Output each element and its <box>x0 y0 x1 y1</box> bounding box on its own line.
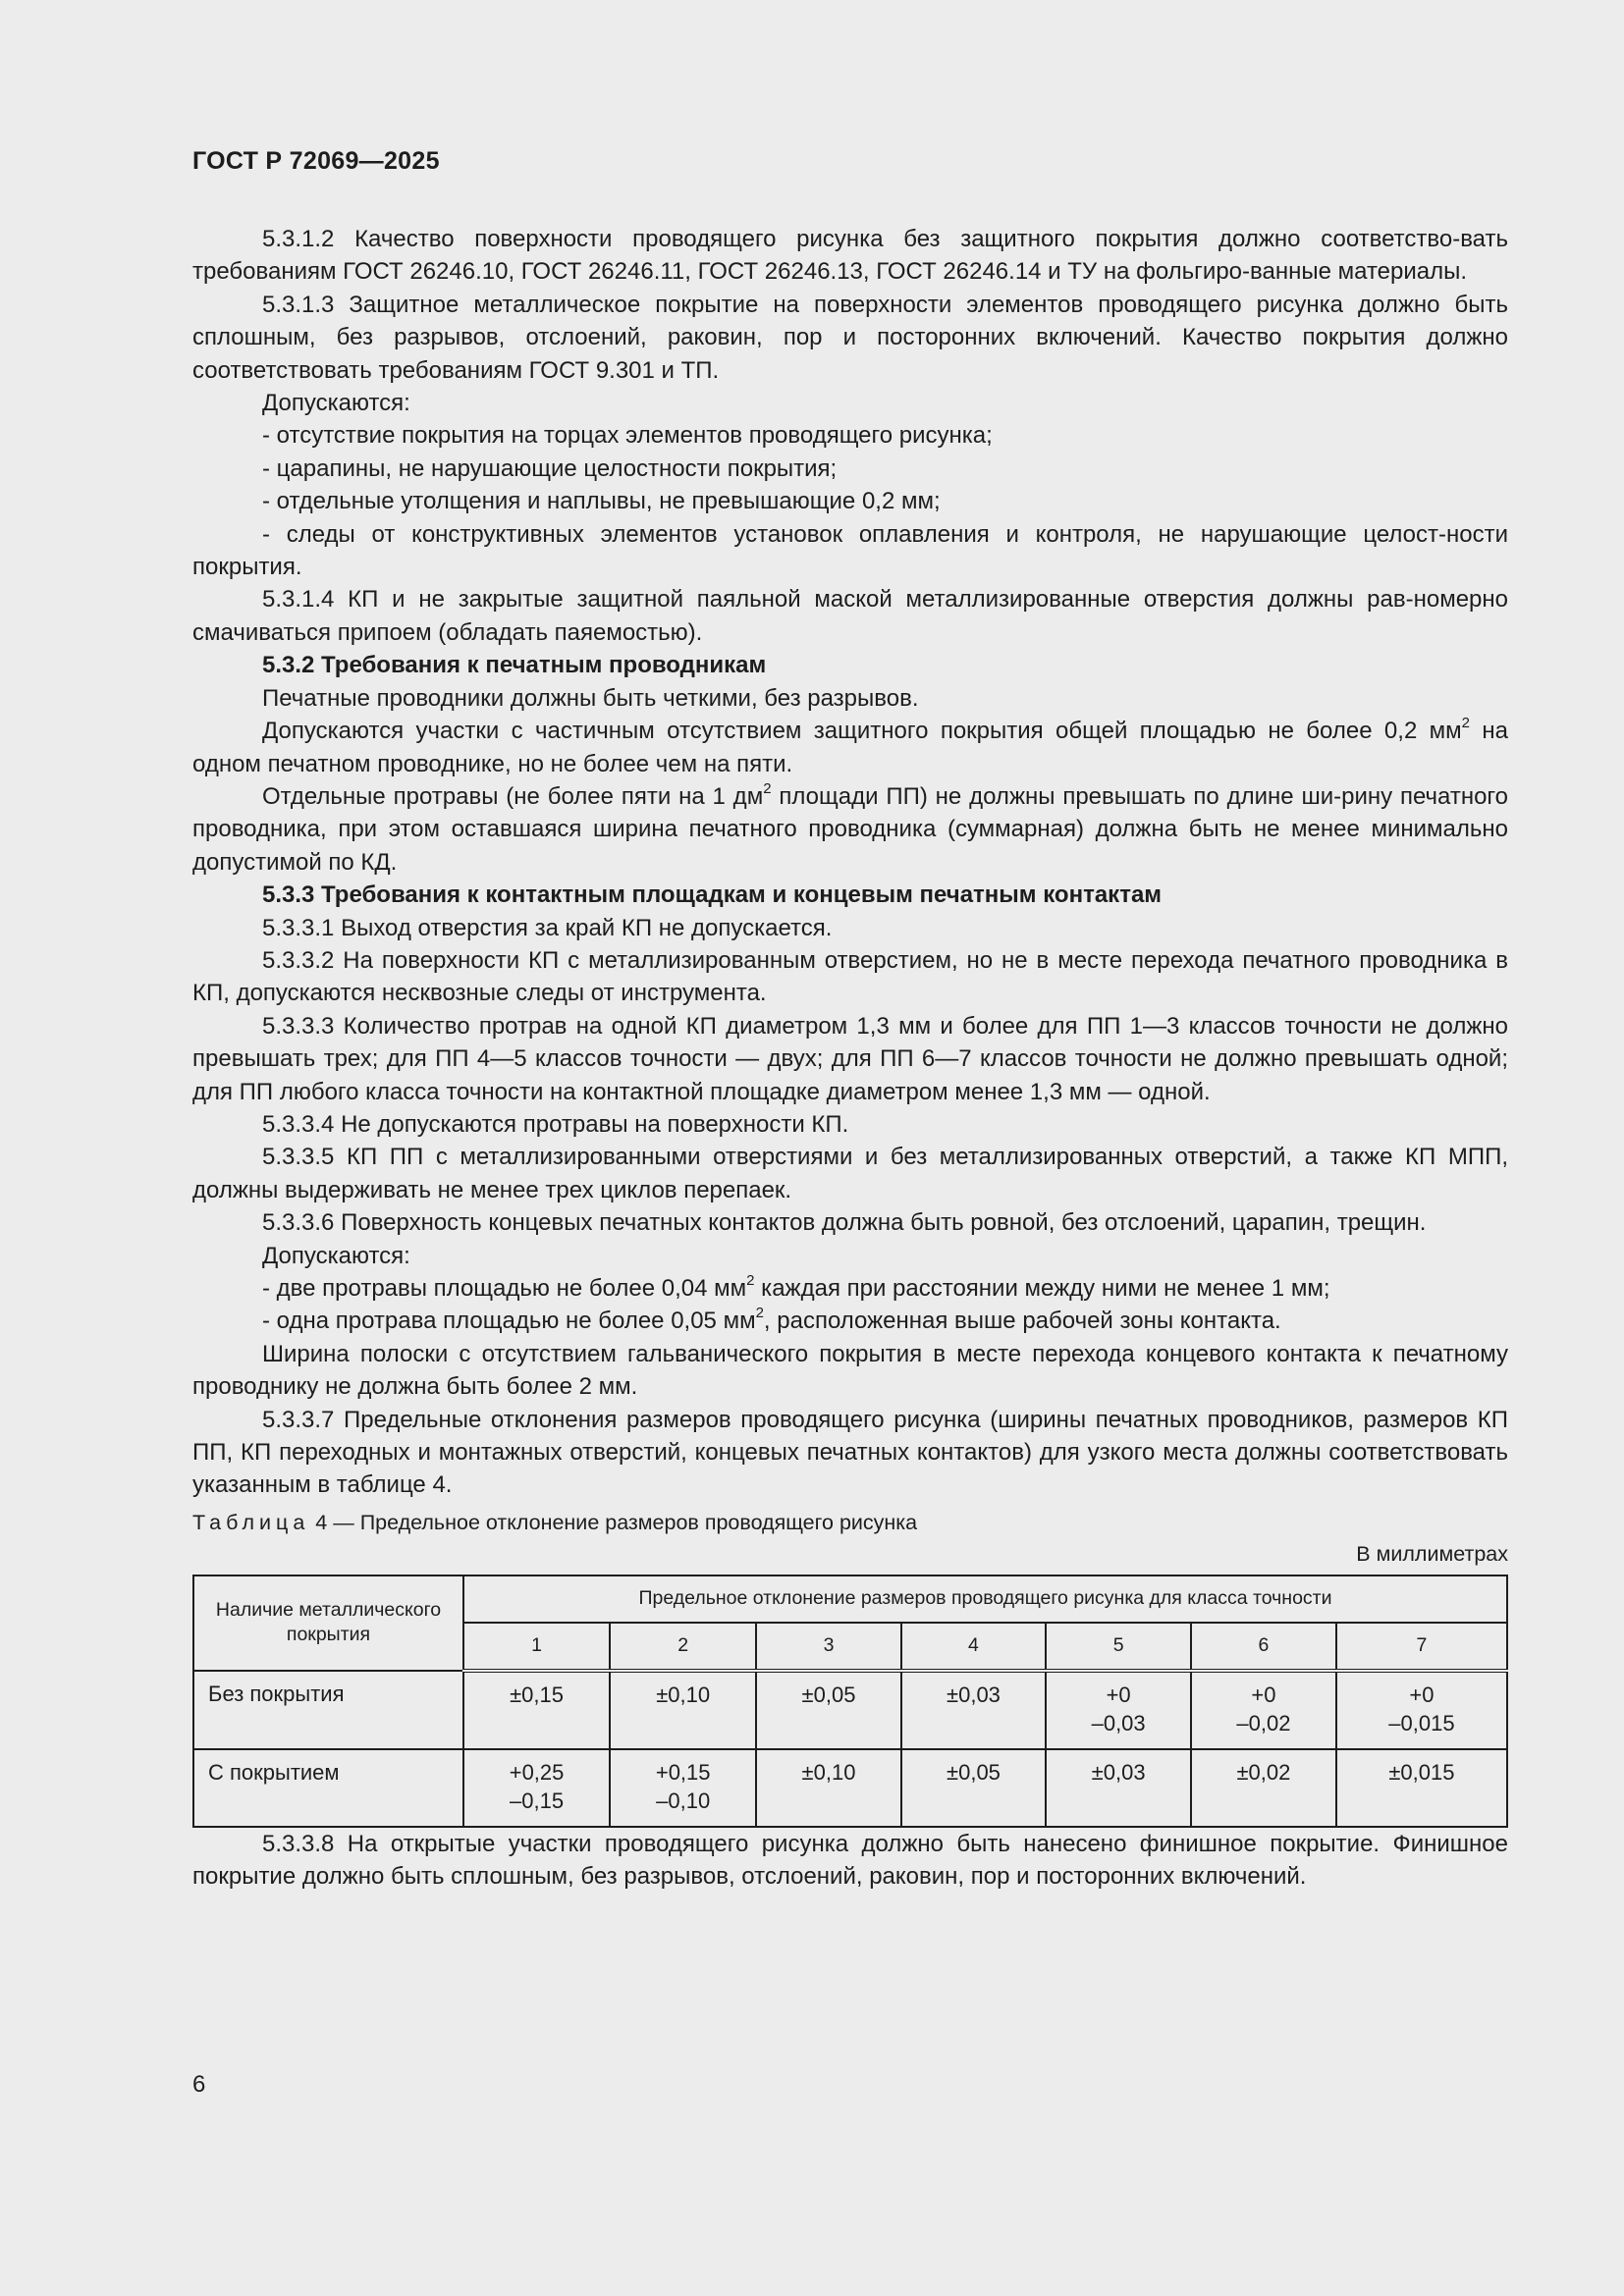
cell-value: ±0,03 <box>947 1682 1001 1707</box>
class-header: 1 <box>463 1623 610 1671</box>
cell-value: +0 <box>1251 1682 1276 1707</box>
class-header: 5 <box>1046 1623 1191 1671</box>
cell-value: +0 <box>1409 1682 1435 1707</box>
paragraph-partial-coating: Допускаются участки с частичным отсутствием защитного покрытия общей площадью не более 0,2 $мм^2$ на одном печатном проводнике, но не более чем на пяти. <box>192 715 1508 777</box>
table-cell <box>756 1671 900 1749</box>
paragraph-5-3-3-8: 5.3.3.8 На открытые участки проводящего рисунка должно быть нанесено финишное покрытие. Финишное покрытие должно быть сплошным, без разрывов, отслоений, раковин, пор и посторонних включений. <box>192 1830 1508 1891</box>
cell-value: +0 <box>1106 1682 1131 1707</box>
paragraph-etchings: Отдельные протравы (не более пяти на 1 $дм^2$ площади ПП) не должны превышать по длине ши-рину печатного проводника, при этом оставшаяся ширина печатного проводника (суммарная) должна быть не менее минимально допустимой по КД. <box>192 779 1509 876</box>
cell-value: ±0,05 <box>947 1759 1001 1785</box>
table-cell <box>1046 1749 1191 1827</box>
cell-value: ±0,015 <box>1388 1759 1455 1785</box>
paragraph-5-3-3-7: 5.3.3.7 Предельные отклонения размеров проводящего рисунка (ширины печатных проводников, размеров КП ПП, КП переходных и монтажных отверстий, концевых печатных контактов) для узкого места должны соответствовать указанным в таблице 4. <box>192 1406 1508 1499</box>
class-header: 2 <box>610 1623 756 1671</box>
list-item: - царапины, не нарушающие целостности покрытия; <box>262 454 838 482</box>
table-cell <box>1046 1671 1191 1749</box>
section-heading-5-3-2: 5.3.2 Требования к печатным проводникам <box>262 652 767 679</box>
paragraph-5-3-1-4: 5.3.1.4 КП и не закрытые защитной паяльной маской металлизированные отверстия должны рав-номерно смачиваться припоем (обладать паяемостью). <box>192 586 1508 646</box>
table-cell <box>1336 1749 1507 1827</box>
allowed-heading: Допускаются: <box>262 1242 410 1269</box>
paragraph-5-3-3-5: 5.3.3.5 КП ПП с металлизированными отверстиями и без металлизированных отверстий, а также КП МПП, должны выдерживать не менее трех циклов перепаек. <box>192 1144 1508 1203</box>
table-cell <box>901 1749 1046 1827</box>
document-body <box>192 223 1508 1894</box>
cell-value: –0,10 <box>656 1788 711 1813</box>
class-header: 3 <box>756 1623 900 1671</box>
section-heading-5-3-3: 5.3.3 Требования к контактным площадкам и концевым печатным контактам <box>262 881 1163 909</box>
table-units: В миллиметрах <box>1356 1541 1508 1566</box>
table-cell <box>756 1749 900 1827</box>
table-cell <box>1191 1671 1336 1749</box>
cell-value: ±0,05 <box>801 1682 856 1707</box>
column-header-group: Предельное отклонение размеров проводящего рисунка для класса точности <box>463 1575 1507 1623</box>
cell-value: ±0,03 <box>1091 1759 1146 1785</box>
row-header: Без покрытия <box>193 1671 463 1749</box>
cell-value: +0,25 <box>509 1759 565 1785</box>
list-item: - одна протрава площадью не более 0,05 $мм^2$, расположенная выше рабочей зоны контакта. <box>262 1305 1281 1335</box>
table-cell <box>901 1671 1046 1749</box>
paragraph-5-3-1-2: 5.3.1.2 Качество поверхности проводящего рисунка без защитного покрытия должно соответство-вать требованиям ГОСТ 26246.10, ГОСТ 26246.11, ГОСТ 26246.13, ГОСТ 26246.14 и ТУ на фольгиро-ванные материалы. <box>192 226 1508 286</box>
table-cell <box>463 1749 610 1827</box>
page-number: 6 <box>192 2071 206 2098</box>
list-item: - следы от конструктивных элементов установок оплавления и контроля, не нарушающие целост-ности покрытия. <box>192 520 1508 581</box>
cell-value: –0,02 <box>1236 1710 1291 1735</box>
paragraph-5-3-3-1: 5.3.3.1 Выход отверстия за край КП не допускается. <box>262 914 833 941</box>
class-header: 7 <box>1336 1623 1507 1671</box>
paragraph-5-3-3-3: 5.3.3.3 Количество протрав на одной КП диаметром 1,3 мм и более для ПП 1—3 классов точности не должно превышать трех; для ПП 4—5 классов точности — двух; для ПП 6—7 классов точности не должно превышать одной; для ПП любого класса точности на контактной площадке диаметром менее 1,3 мм — одной. <box>192 1012 1508 1105</box>
table-row <box>193 1671 1507 1749</box>
cell-value: ±0,15 <box>510 1682 565 1707</box>
class-header: 4 <box>901 1623 1046 1671</box>
paragraph-5-3-3-2: 5.3.3.2 На поверхности КП с металлизированным отверстием, но не в месте перехода печатного проводника в КП, допускаются несквозные следы от инструмента. <box>192 946 1508 1007</box>
class-header: 6 <box>1191 1623 1336 1671</box>
list-item: - отсутствие покрытия на торцах элементов проводящего рисунка; <box>262 422 993 450</box>
list-item: - отдельные утолщения и наплывы, не превышающие 0,2 мм; <box>262 488 941 515</box>
list-item: - две протравы площадью не более 0,04 $мм^2$ каждая при расстоянии между ними не менее 1 мм; <box>262 1272 1330 1302</box>
cell-value: ±0,10 <box>801 1759 856 1785</box>
paragraph-5-3-3-4: 5.3.3.4 Не допускаются протравы на поверхности КП. <box>262 1110 849 1138</box>
allowed-heading: Допускаются: <box>262 390 410 417</box>
cell-value: –0,15 <box>510 1788 565 1813</box>
paragraph-5-3-3-6: 5.3.3.6 Поверхность концевых печатных контактов должна быть ровной, без отслоений, царапин, трещин. <box>262 1209 1427 1237</box>
table-caption: Таблица 4 — Предельное отклонение размеров проводящего рисунка <box>192 1510 918 1534</box>
cell-value: ±0,02 <box>1236 1759 1291 1785</box>
table-cell <box>1191 1749 1336 1827</box>
table-cell <box>1336 1671 1507 1749</box>
column-header-coating: Наличие металлического покрытия <box>193 1575 463 1671</box>
paragraph-conductors: Печатные проводники должны быть четкими, без разрывов. <box>262 684 919 712</box>
document-header: ГОСТ Р 72069—2025 <box>192 147 440 175</box>
cell-value: –0,03 <box>1091 1710 1146 1735</box>
table-cell <box>463 1671 610 1749</box>
cell-value: ±0,10 <box>656 1682 711 1707</box>
cell-value: +0,15 <box>655 1759 711 1785</box>
table-cell <box>610 1749 756 1827</box>
table-row <box>193 1749 1507 1827</box>
row-header: С покрытием <box>193 1749 463 1827</box>
cell-value: –0,015 <box>1388 1710 1455 1735</box>
tolerance-table <box>192 1575 1508 1828</box>
paragraph-strip-width: Ширина полоски с отсутствием гальванического покрытия в месте перехода концевого контакта к печатному проводнику не должна быть более 2 мм. <box>192 1340 1508 1401</box>
table-cell <box>610 1671 756 1749</box>
paragraph-5-3-1-3: 5.3.1.3 Защитное металлическое покрытие на поверхности элементов проводящего рисунка должно быть сплошным, без разрывов, отслоений, раковин, пор и посторонних включений. Качество покрытия должно соответствовать требованиям ГОСТ 9.301 и ТП. <box>192 291 1508 384</box>
